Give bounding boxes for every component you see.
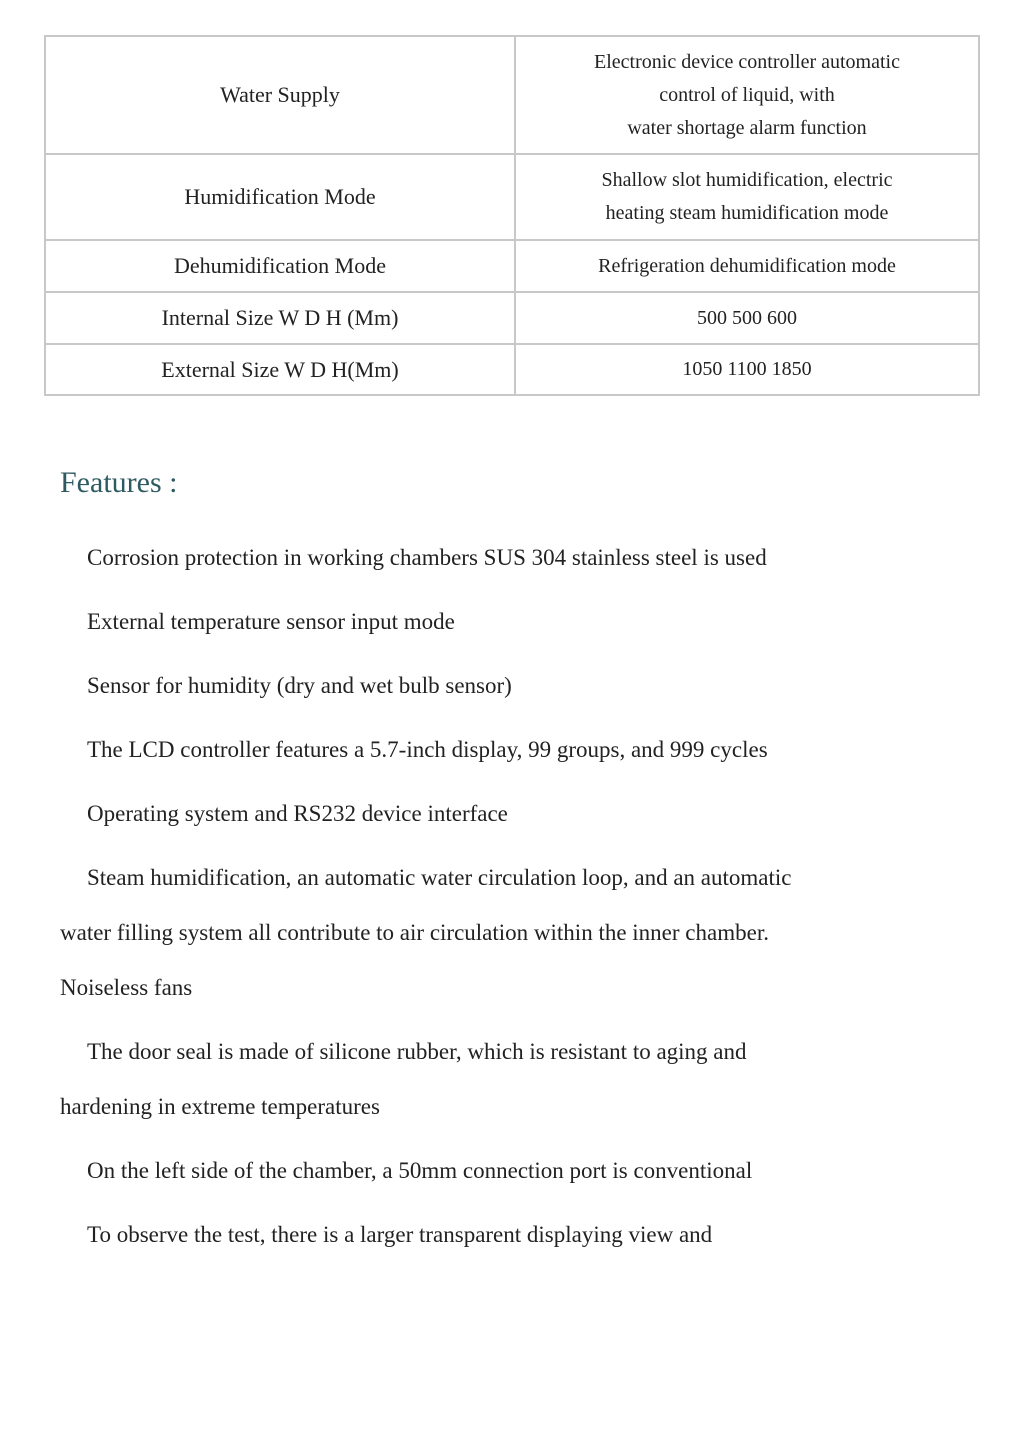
- features-list: [60, 530, 820, 1271]
- feature-item: Corrosion protection in working chambers SUS 304 stainless steel is used: [87, 545, 767, 570]
- spec-label: Humidification Mode: [45, 154, 515, 240]
- table-row: [45, 292, 979, 344]
- feature-item: The LCD controller features a 5.7-inch display, 99 groups, and 999 cycles: [87, 737, 768, 762]
- spec-value-line: 500 500 600: [697, 306, 797, 329]
- spec-value: [515, 292, 979, 344]
- feature-item: To observe the test, there is a larger transparent displaying view and: [87, 1222, 713, 1247]
- spec-value-line: 1050 1100 1850: [682, 358, 812, 380]
- spec-value: [515, 36, 979, 154]
- spec-value-line: Refrigeration dehumidification mode: [598, 254, 896, 277]
- spec-label: Internal Size W D H (Mm): [45, 292, 515, 344]
- spec-value: [515, 154, 979, 240]
- spec-table: [44, 35, 980, 396]
- spec-value-line: Electronic device controller automatic: [594, 50, 900, 73]
- spec-label: Water Supply: [45, 36, 515, 154]
- spec-value-line: control of liquid, with: [659, 83, 835, 106]
- spec-label: Dehumidification Mode: [45, 240, 515, 292]
- spec-label: External Size W D H(Mm): [45, 344, 515, 395]
- table-row: [45, 36, 979, 154]
- spec-value: [515, 240, 979, 292]
- table-row: [45, 154, 979, 240]
- table-row: [45, 344, 979, 395]
- feature-item: Sensor for humidity (dry and wet bulb sensor): [87, 673, 512, 698]
- spec-value-line: heating steam humidification mode: [605, 202, 889, 224]
- spec-value: [515, 344, 979, 395]
- features-heading: Features :: [60, 466, 178, 499]
- feature-item: Steam humidification, an automatic water circulation loop, and an automatic water filling system all contribute to air circulation within the inner chamber. Noiseless fans: [60, 865, 792, 1000]
- feature-item: On the left side of the chamber, a 50mm connection port is conventional: [87, 1158, 753, 1183]
- feature-item: Operating system and RS232 device interface: [87, 801, 508, 826]
- table-row: [45, 240, 979, 292]
- spec-value-line: water shortage alarm function: [627, 116, 867, 139]
- feature-item: The door seal is made of silicone rubber, which is resistant to aging and hardening in extreme temperatures: [60, 1039, 747, 1119]
- feature-item: External temperature sensor input mode: [87, 609, 455, 634]
- spec-value-line: Shallow slot humidification, electric: [601, 169, 893, 191]
